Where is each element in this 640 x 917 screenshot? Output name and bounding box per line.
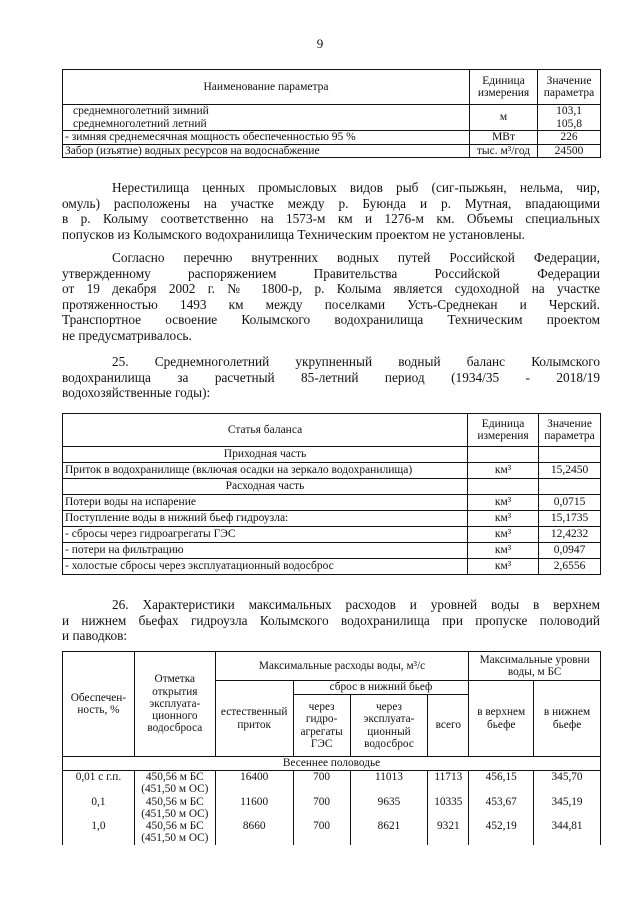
table-header-row [63, 414, 601, 447]
water-balance-table [62, 413, 601, 575]
param-value: 103,1 105,8 [538, 105, 601, 131]
table-row: 1,0 450,56 м БС (451,50 м ОС) 8660 700 8621 9321 452,19 344,81 [63, 820, 601, 845]
header-unit: Единица измерения [470, 70, 538, 105]
page-number: 9 [316, 36, 324, 51]
header-total: всего [428, 695, 469, 757]
paragraph-spawning: Нерестилища ценных промысловых видов рыб (сиг-пыжьян, нельма, чир, омуль) расположены на участке между р. Буюнда и р. Мутная, впадающими в р. Колыму соответственно на 1573-м км и 1276-м км. Объемы специальных попусков из Колымского водохранилища Техническим проектом не установлены. [62, 180, 600, 242]
table-row: Поступление воды в нижний бьеф гидроузла: км³ 15,1735 [63, 511, 601, 527]
header-value: Значение параметра [538, 70, 601, 105]
header-unit: Единица измерения [468, 414, 539, 447]
table-row: 0,1 450,56 м БС (451,50 м ОС) 11600 700 9635 10335 453,67 345,19 [63, 796, 601, 821]
table-row [63, 131, 601, 145]
param-value: 24500 [538, 144, 601, 158]
header-lower-pool: в нижнем бьефе [534, 681, 601, 757]
param-name: среднемноголетний зимний среднемноголетний летний [63, 105, 470, 131]
header-parameter-name: Наименование параметра [63, 70, 470, 105]
param-unit: МВт [470, 131, 538, 145]
table-row [63, 144, 601, 158]
table-header-row [63, 652, 601, 681]
param-unit: тыс. м³/год [470, 144, 538, 158]
section-row-income: Приходная часть [63, 447, 601, 463]
header-spillway-mark: Отметка открытия эксплуата- ционного водосброса [134, 652, 215, 757]
param-name: Забор (изъятие) водных ресурсов на водоснабжение [63, 144, 470, 158]
header-turbines: через гидро- агрегаты ГЭС [293, 695, 350, 757]
parameters-table [62, 69, 601, 158]
header-natural-inflow: естественный приток [215, 681, 293, 757]
table-row: 0,01 с г.п. 450,56 м БС (451,50 м ОС) 16400 700 11013 11713 456,15 345,70 [63, 771, 601, 796]
header-upper-pool: в верхнем бьефе [469, 681, 534, 757]
table-row: - сбросы через гидроагрегаты ГЭС км³ 12,4232 [63, 527, 601, 543]
header-downstream-discharge: сброс в нижний бьеф [293, 681, 469, 695]
table-row: - холостые сбросы через эксплуатационный водосброс км³ 2,6556 [63, 559, 601, 575]
header-balance-item: Статья баланса [63, 414, 468, 447]
param-value: 226 [538, 131, 601, 145]
paragraph-water-balance: 25. Среднемноголетний укрупненный водный баланс Колымского водохранилища за расчетный 85-летний период (1934/35 - 2018/19 водохозяйственные годы): [62, 354, 600, 401]
paragraph-navigation: Согласно перечню внутренних водных путей Российской Федерации, утвержденному распоряжением Правительства Российской Федерации от 19 декабря 2002 г. № 1800-р, р. Колыма является судоходной на участке протяженностью 1493 км между поселками Усть-Среднекан и Черский. Транспортное освоение Колымского водохранилища Техническим проектом не предусматривалось. [62, 250, 600, 343]
param-unit: м [470, 105, 538, 131]
max-flows-table [62, 651, 601, 845]
table-row: - потери на фильтрацию км³ 0,0947 [63, 543, 601, 559]
table-header-row [63, 70, 601, 105]
header-value: Значение параметра [539, 414, 601, 447]
table-row [63, 105, 601, 131]
header-max-levels: Максимальные уровни воды, м БС [469, 652, 601, 681]
header-spillway: через эксплуата- ционный водосброс [350, 695, 428, 757]
header-max-flows: Максимальные расходы воды, м³/с [215, 652, 469, 681]
param-name: - зимняя среднемесячная мощность обеспеченностью 95 % [63, 131, 470, 145]
paragraph-max-flows: 26. Характеристики максимальных расходов и уровней воды в верхнем и нижнем бьефах гидроузла Колымского водохранилища при пропуске половодий и паводков: [62, 597, 600, 644]
table-row: Приток в водохранилище (включая осадки на зеркало водохранилища) км³ 15,2450 [63, 463, 601, 479]
table-row: Потери воды на испарение км³ 0,0715 [63, 495, 601, 511]
section-row-spring-flood: Весеннее половодье [63, 757, 601, 771]
header-probability: Обеспечен- ность, % [63, 652, 135, 757]
section-row-expense: Расходная часть [63, 479, 601, 495]
